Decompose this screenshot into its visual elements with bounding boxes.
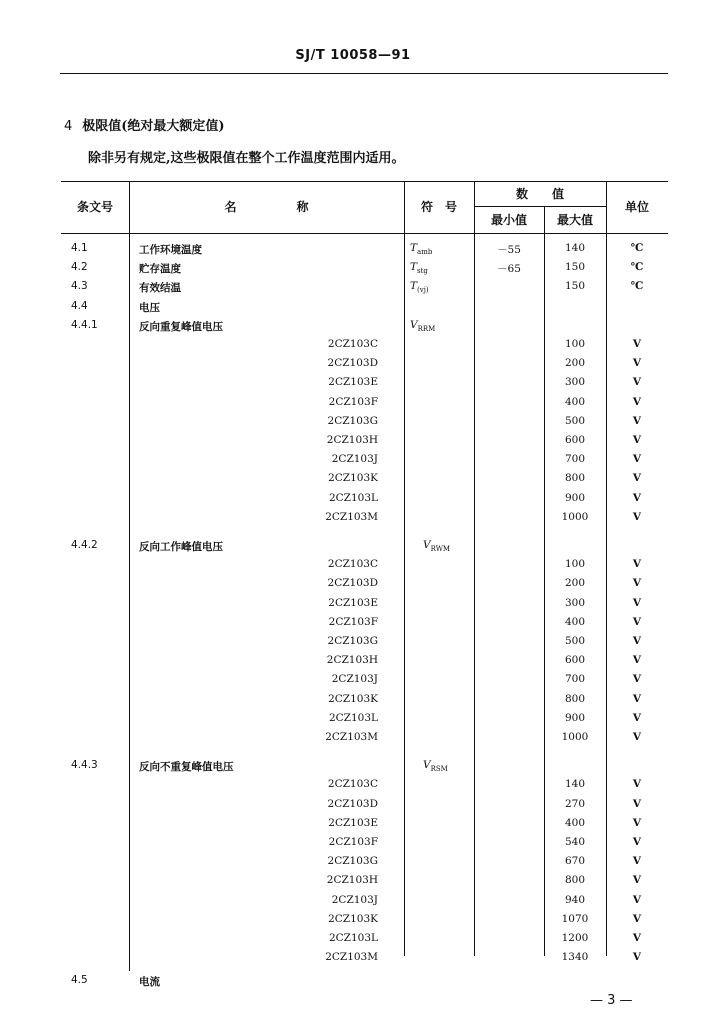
model-cell: 2CZ103F (328, 836, 378, 848)
model-cell: 2CZ103C (327, 778, 378, 791)
symbol-subscript: RWM (430, 545, 451, 554)
model-cell: 2CZ103K (328, 692, 378, 705)
table-row (61, 633, 668, 652)
table-row (61, 614, 668, 633)
unit-cell: V (632, 797, 642, 810)
clause-cell: 4.1 (71, 242, 88, 254)
unit-cell: ℃ (630, 242, 644, 254)
unit-cell: V (632, 951, 642, 964)
unit-cell: V (632, 434, 642, 446)
model-cell: 2CZ103C (327, 558, 378, 571)
name-cell: 反向工作峰值电压 (139, 541, 223, 553)
table-row (61, 949, 668, 968)
unit-cell: V (632, 558, 642, 571)
table-row (61, 853, 668, 872)
unit-cell: V (632, 711, 642, 724)
max-value-cell: 600 (564, 654, 586, 667)
max-value-cell: 700 (564, 453, 586, 466)
unit-cell: V (632, 357, 642, 370)
symbol-cell (410, 319, 435, 333)
table-row (61, 432, 668, 451)
max-value-cell: 400 (564, 816, 586, 829)
table-row (61, 776, 668, 795)
table-row (61, 374, 668, 393)
symbol-letter: T (410, 261, 418, 274)
min-value-cell: －55 (497, 244, 521, 256)
intro-paragraph: 除非另有规定,这些极限值在整个工作温度范围内适用。 (88, 151, 405, 166)
max-value-cell: 500 (564, 414, 586, 427)
table-row (61, 729, 668, 748)
table-row (61, 355, 668, 374)
header-value: 数 值 (515, 187, 564, 201)
table-row (61, 930, 668, 949)
max-value-cell: 270 (564, 797, 586, 810)
clause-cell: 4.5 (71, 974, 88, 987)
model-cell: 2CZ103L (328, 711, 378, 724)
header-name: 名 称 (224, 200, 309, 214)
header-rule (60, 73, 668, 74)
table-row (61, 394, 668, 413)
unit-cell: V (632, 654, 642, 667)
table-row (61, 872, 668, 891)
max-value-cell: 670 (564, 855, 586, 868)
table-row (61, 972, 668, 991)
table-row (61, 413, 668, 432)
model-cell: 2CZ103F (328, 615, 378, 628)
model-cell: 2CZ103M (325, 731, 378, 743)
table-row (61, 556, 668, 575)
unit-cell: V (632, 453, 642, 466)
unit-cell: V (632, 615, 642, 628)
symbol-letter: T (410, 280, 418, 293)
model-cell: 2CZ103H (326, 434, 378, 446)
unit-cell: V (632, 414, 642, 427)
table-row (61, 537, 668, 556)
value-subheader-rule (474, 206, 606, 207)
model-cell: 2CZ103J (331, 453, 378, 466)
table-row (61, 259, 668, 278)
header-symbol: 符 号 (420, 200, 457, 214)
table-row (61, 796, 668, 815)
name-cell: 电压 (139, 301, 160, 314)
max-value-cell: 500 (564, 635, 586, 647)
max-value-cell: 140 (564, 778, 586, 791)
clause-cell: 4.4.1 (71, 318, 98, 331)
symbol-cell (423, 539, 450, 553)
model-cell: 2CZ103C (327, 338, 378, 350)
model-cell: 2CZ103H (326, 874, 378, 887)
unit-cell: V (632, 816, 642, 829)
max-value-cell: 100 (564, 558, 586, 571)
table-row (61, 710, 668, 729)
max-value-cell: 140 (564, 242, 586, 254)
max-value-cell: 1000 (561, 510, 589, 523)
unit-cell: V (632, 932, 642, 944)
section-number: 4 (64, 119, 73, 134)
header-min: 最小值 (490, 213, 527, 227)
symbol-subscript: RSM (430, 765, 448, 774)
symbol-letter: V (410, 318, 418, 331)
table-row (61, 691, 668, 710)
clause-cell: 4.4 (71, 299, 88, 312)
section-title: 极限值(绝对最大额定值) (82, 119, 225, 134)
unit-cell: V (632, 893, 642, 906)
model-cell: 2CZ103F (328, 395, 378, 408)
unit-cell: V (632, 491, 642, 504)
table-row (61, 911, 668, 930)
unit-cell: V (632, 912, 642, 925)
symbol-subscript: amb (417, 248, 433, 257)
model-cell: 2CZ103D (327, 357, 378, 370)
unit-cell: V (632, 836, 642, 848)
name-cell: 工作环境温度 (139, 244, 202, 256)
page-number: — 3 — (590, 993, 633, 1008)
unit-cell: V (632, 596, 642, 609)
unit-cell: V (632, 472, 642, 485)
unit-cell: V (632, 577, 642, 590)
table-row (61, 509, 668, 528)
model-cell: 2CZ103E (328, 376, 378, 389)
max-value-cell: 800 (564, 472, 586, 485)
clause-cell: 4.4.2 (71, 539, 98, 551)
max-value-cell: 300 (564, 376, 586, 389)
model-cell: 2CZ103L (328, 932, 378, 944)
table-row (61, 317, 668, 336)
model-cell: 2CZ103M (325, 510, 378, 523)
header-unit: 单位 (624, 200, 649, 214)
symbol-subscript: (vj) (417, 286, 429, 295)
table-row (61, 240, 668, 259)
model-cell: 2CZ103E (328, 596, 378, 609)
table-row (61, 815, 668, 834)
model-cell: 2CZ103G (327, 414, 378, 427)
max-value-cell: 800 (564, 692, 586, 705)
name-cell: 反向不重复峰值电压 (139, 761, 234, 774)
max-value-cell: 1070 (561, 912, 589, 925)
table-row (61, 757, 668, 776)
section-heading (64, 115, 225, 134)
max-value-cell: 700 (564, 673, 586, 686)
symbol-cell (423, 759, 448, 773)
max-value-cell: 200 (564, 357, 586, 370)
header-bottom-rule (61, 233, 668, 234)
model-cell: 2CZ103J (331, 673, 378, 686)
table-row (61, 595, 668, 614)
symbol-cell (410, 280, 429, 294)
unit-cell: V (632, 731, 642, 743)
model-cell: 2CZ103E (328, 816, 378, 829)
symbol-subscript: RRM (417, 324, 436, 333)
document-code-header: SJ/T 10058—91 (295, 48, 411, 63)
table-row (61, 892, 668, 911)
max-value-cell: 900 (564, 711, 586, 724)
name-cell: 有效结温 (139, 282, 181, 295)
table-row (61, 575, 668, 594)
model-cell: 2CZ103M (325, 951, 378, 964)
name-cell: 贮存温度 (139, 263, 181, 276)
symbol-cell (410, 242, 432, 256)
symbol-subscript: stg (417, 267, 428, 276)
max-value-cell: 400 (564, 395, 586, 408)
max-value-cell: 940 (564, 893, 586, 906)
symbol-letter: T (410, 242, 418, 254)
model-cell: 2CZ103G (327, 635, 378, 647)
name-cell: 反向重复峰值电压 (139, 320, 223, 333)
table-row (61, 451, 668, 470)
table-top-rule (61, 181, 668, 182)
unit-cell: V (632, 874, 642, 887)
min-value-cell: －65 (497, 263, 521, 276)
max-value-cell: 600 (564, 434, 586, 446)
max-value-cell: 1200 (561, 932, 589, 944)
max-value-cell: 1000 (561, 731, 589, 743)
clause-cell: 4.2 (71, 261, 88, 274)
name-cell: 电流 (139, 976, 160, 989)
symbol-cell (410, 261, 428, 275)
header-clause: 条文号 (76, 200, 113, 214)
header-max: 最大值 (556, 213, 593, 227)
unit-cell: V (632, 376, 642, 389)
max-value-cell: 150 (564, 280, 586, 293)
unit-cell: V (632, 635, 642, 647)
max-value-cell: 1340 (561, 951, 589, 964)
unit-cell: V (632, 338, 642, 350)
max-value-cell: 800 (564, 874, 586, 887)
max-value-cell: 300 (564, 596, 586, 609)
model-cell: 2CZ103J (331, 893, 378, 906)
table-row (61, 298, 668, 317)
model-cell: 2CZ103K (328, 912, 378, 925)
max-value-cell: 150 (564, 261, 586, 274)
max-value-cell: 100 (564, 338, 586, 350)
model-cell: 2CZ103H (326, 654, 378, 667)
unit-cell: ℃ (630, 261, 644, 274)
table-row (61, 278, 668, 297)
symbol-letter: V (423, 759, 431, 772)
model-cell: 2CZ103D (327, 577, 378, 590)
table-row (61, 834, 668, 853)
table-row (61, 336, 668, 355)
clause-cell: 4.4.3 (71, 759, 98, 772)
table-row (61, 671, 668, 690)
table-row (61, 470, 668, 489)
model-cell: 2CZ103K (328, 472, 378, 485)
clause-cell: 4.3 (71, 280, 88, 293)
max-value-cell: 540 (564, 836, 586, 848)
max-value-cell: 900 (564, 491, 586, 504)
unit-cell: V (632, 692, 642, 705)
unit-cell: V (632, 395, 642, 408)
max-value-cell: 400 (564, 615, 586, 628)
table-row (61, 652, 668, 671)
unit-cell: V (632, 855, 642, 868)
model-cell: 2CZ103L (328, 491, 378, 504)
unit-cell: V (632, 510, 642, 523)
unit-cell: ℃ (630, 280, 644, 293)
model-cell: 2CZ103D (327, 797, 378, 810)
model-cell: 2CZ103G (327, 855, 378, 868)
unit-cell: V (632, 673, 642, 686)
table-row (61, 490, 668, 509)
max-value-cell: 200 (564, 577, 586, 590)
symbol-letter: V (423, 539, 431, 551)
unit-cell: V (632, 778, 642, 791)
